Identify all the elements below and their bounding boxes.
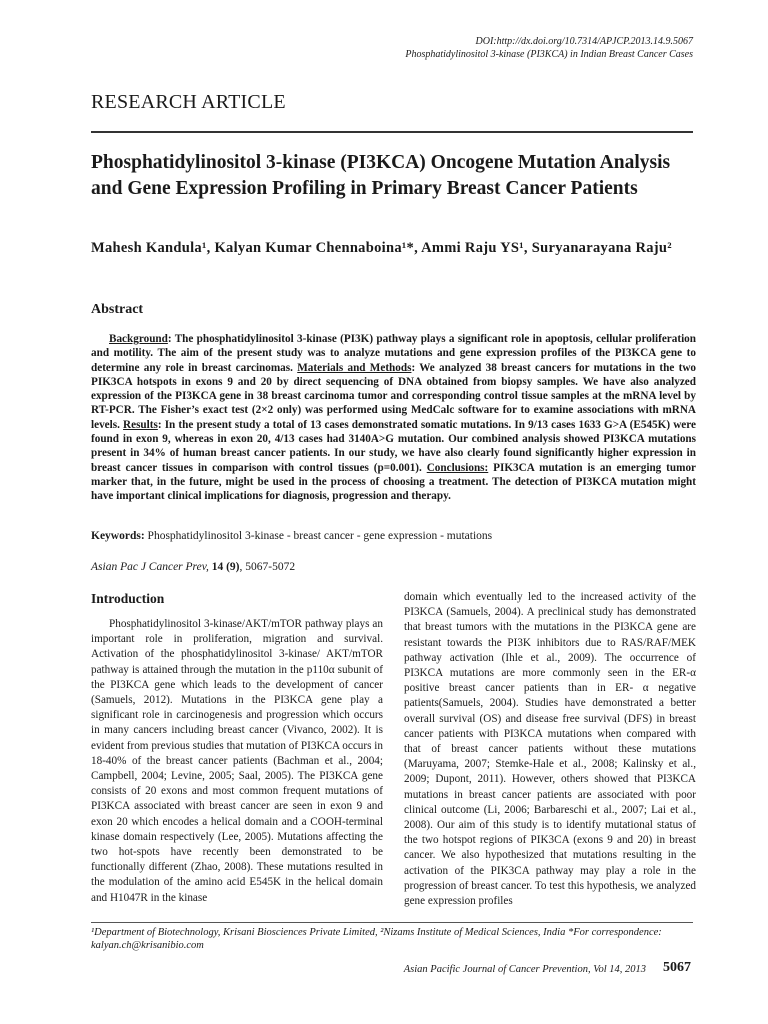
- abstract-body: [91, 332, 696, 504]
- introduction-right-text: domain which eventually led to the increased activity of the PI3KCA (Samuels, 2004). A preclinical study has demonstrated that breast tumors with the mutations in the PI3KCA gene are resistant towards the PI3K inhibitors due to RAS/RAF/MEK pathway activation (Ihle et al., 2009). The occurrence of PI3KCA mutations are more commonly seen in the ER-α positive breast cancer patients than in ER- α negative patients(Samuels, 2004). Studies have demonstrated a better overall survival (OS) and disease free survival (DFS) in breast cancer patients with PI3KCA mutations when compared with that of breast cancer patients without these mutations (Maruyama, 2007; Stemke-Hale et al., 2008; Kalinsky et al., 2009; Dupont, 2011). However, others showed that PI3KCA mutations in breast cancer patients are associated with poor clinical outcome (Li, 2006; Barbareschi et al., 2007; Lai et al., 2008). Our aim of this study is to identify mutational status of the two hotspot regions of PIK3CA (exons 9 and 20) in breast cancer. We also hypothesized that mutations resulting in the activation of the PIK3CA pathway may play a role in the progression of breast cancer. To test this hypothesis, we analyzed gene expression profiles: [404, 591, 696, 908]
- running-head: Phosphatidylinositol 3-kinase (PI3KCA) in Indian Breast Cancer Cases: [405, 49, 693, 60]
- conclusions-text: PIK3CA mutation is an emerging tumor marker that, in the future, might be used in the process of choosing a treatment. The detection of PI3KCA mutation might have important clinical implications for diagnosis, progression and therapy.: [91, 461, 696, 503]
- methods-label: Materials and Methods: [297, 361, 412, 374]
- keywords-label: Keywords:: [91, 530, 145, 542]
- affiliation-footnote: ¹Department of Biotechnology, Krisani Biosciences Private Limited, ²Nizams Institute of Medical Sciences, India *For correspondence: kalyan.ch@krisanibio.com: [91, 927, 662, 951]
- results-text: : In the present study a total of 13 cases demonstrated somatic mutations. In 9/13 cases 1633 G>A (E545K) were found in exon 9, whereas in exon 20, 4/13 cases had 3140A>G mutation. Our combined analysis showed PI3KCA mutations present in 34% of human breast cancer patients. In our study, we have also clearly found significantly higher expression in breast cancer tissues in comparison with control tissues (p=0.001).: [91, 418, 696, 474]
- footnote-divider: [91, 922, 693, 923]
- page-number: 5067: [663, 960, 691, 975]
- introduction-left-text: Phosphatidylinositol 3-kinase/AKT/mTOR pathway plays an important role in proliferation, migration and survival. Activation of the phosphatidylinositol 3-kinase/ AKT/mTOR pathway is attained through the mutation in the p110α subunit of the PI3KCA gene which leads to the development of cancer (Samuels, 2012). Mutations in the PI3KCA gene play a significant role in carcinogenesis and progression which occurs in many cancers including breast cancer (Vivanco, 2002). It is evident from previous studies that mutation of PI3KCA occurs in 18-40% of the breast cancer patients (Bachman et al., 2004; Campbell, 2004; Levine, 2005; Saal, 2005). The PI3KCA gene consists of 20 exons and most common frequent mutations of PI3KCA associated with breast cancer are seen in exon 9 and exon 20 which encodes a helical domain and a COOH-terminal kinase domain respectively (Lee, 2005). Mutations affecting the two hot-spots have recently been demonstrated to be functionally different (Zhao, 2008). These mutations resulted in the modulation of the amino acid E545K in the helical domain and H1047R in the kinase: [91, 618, 383, 904]
- article-title: Phosphatidylinositol 3-kinase (PI3KCA) Oncogene Mutation Analysis and Gene Expression Profiling in Primary Breast Cancer Patients: [91, 152, 671, 199]
- abstract-heading: Abstract: [91, 302, 144, 317]
- citation-line: [91, 560, 295, 574]
- results-label: Results: [123, 418, 158, 431]
- left-column: [91, 590, 383, 906]
- citation-volume: 14 (9): [208, 561, 240, 573]
- footer-journal: Asian Pacific Journal of Cancer Prevention, Vol 14, 2013: [403, 964, 646, 975]
- doi-line[interactable]: DOI:http://dx.doi.org/10.7314/APJCP.2013.14.9.5067: [475, 36, 693, 47]
- background-text: : The phosphatidylinositol 3-kinase (PI3K) pathway plays a significant role in apoptosis, cellular proliferation and motility. The aim of the present study was to analyze mutations and gene expression profiles of the PI3KCA gene to determine any role in breast carcinomas.: [91, 333, 696, 374]
- keywords-text: Phosphatidylinositol 3-kinase - breast cancer - gene expression - mutations: [144, 530, 493, 542]
- header-divider: [91, 131, 693, 133]
- author-list: Mahesh Kandula¹, Kalyan Kumar Chennaboina¹*, Ammi Raju YS¹, Suryanarayana Raju²: [91, 240, 672, 256]
- right-column: [404, 590, 696, 909]
- background-label: Background: [109, 333, 168, 345]
- citation-pages: , 5067-5072: [239, 561, 296, 573]
- methods-text: : We analyzed 38 breast cancers for mutations in the two PIK3CA hotspots in exons 9 and 20 by direct sequencing of DNA obtained from biopsy samples. We have also analyzed expression of the PI3KCA gene in 38 breast carcinoma tumor and corresponding control tissue samples at the mRNA level by RT-PCR. The Fisher’s exact test (2×2 only) was performed using MedCalc software for to examine associations with mRNA levels.: [91, 361, 696, 431]
- keywords-line: [91, 529, 696, 543]
- abstract-paragraph: [91, 332, 696, 504]
- introduction-heading: Introduction: [91, 591, 165, 606]
- citation-journal: Asian Pac J Cancer Prev,: [91, 561, 209, 573]
- conclusions-label: Conclusions:: [426, 461, 489, 474]
- article-type: RESEARCH ARTICLE: [91, 91, 286, 113]
